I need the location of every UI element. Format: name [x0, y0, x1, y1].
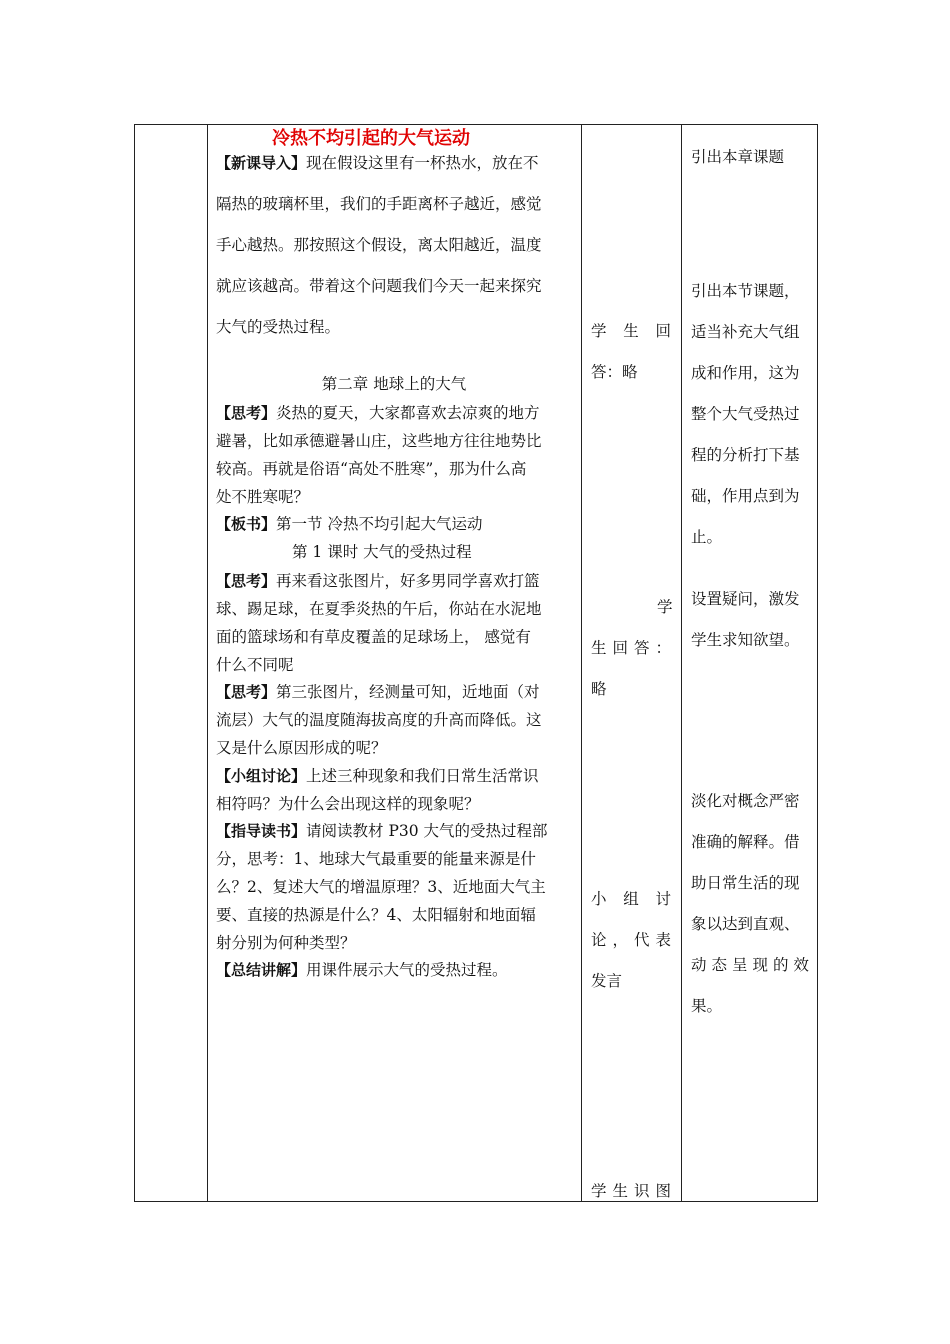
page-title: 冷热不均引起的大气运动 — [272, 128, 470, 149]
intro-label: 【新课导入】 — [216, 154, 307, 172]
column-divider — [681, 125, 682, 1201]
column-divider — [207, 125, 208, 1201]
chapter-heading: 第二章 地球上的大气 — [321, 375, 467, 393]
column-divider — [581, 125, 582, 1201]
